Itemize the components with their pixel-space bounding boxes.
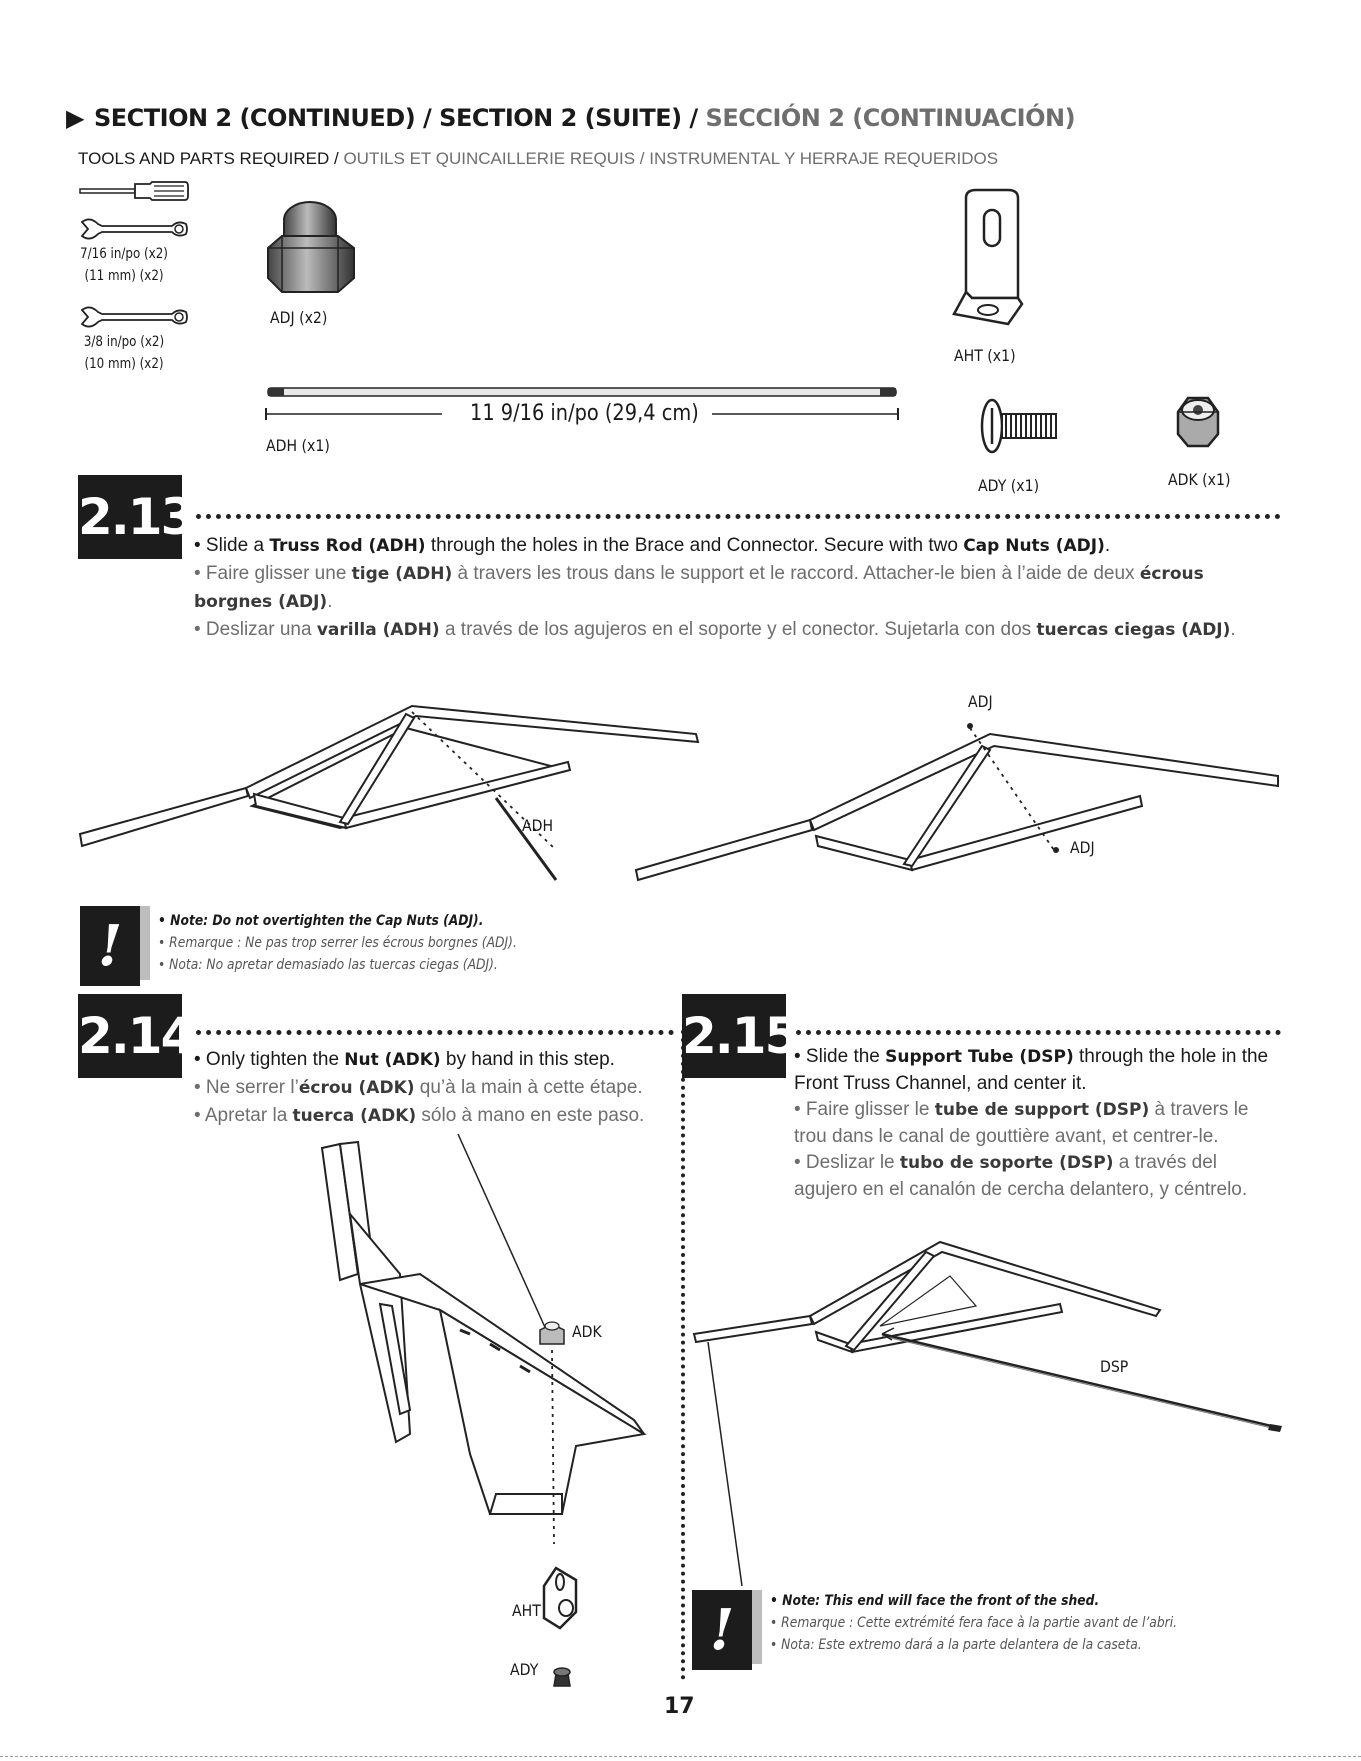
step-2-13-adj-bottom-label: ADJ [1070,838,1095,857]
cap-nut-adj-icon [262,198,362,298]
title-en: SECTION 2 (CONTINUED) / [93,104,440,132]
note-1-warning-icon: ! [80,906,140,986]
page-bottom-rule [0,1756,1361,1757]
title-es: SECCIÓN 2 (CONTINUACIÓN) [705,104,1076,132]
step-2-14-number: 2.14 [78,994,182,1078]
angle-bracket-aht-icon [952,188,1032,338]
step-2-14-en: • Only tighten the Nut (ADK) by hand in this step. [194,1049,615,1070]
section-title [66,104,1075,132]
screwdriver-icon [80,180,190,204]
channel-bracket-illustration [300,1134,660,1744]
wrench-7-16-label: 7/16 in/po (x2) (11 mm) (x2) [80,246,168,284]
step-2-15-number: 2.15 [682,994,786,1078]
rod-length-label: 11 9/16 in/po (29,4 cm) [470,401,699,426]
step-2-13-es: • Deslizar una varilla (ADH) a través de los agujeros en el soporte y el conector. Sujetarla con dos tuercas ciegas (ADJ). [194,619,1236,640]
step-2-14-adk-label: ADK [572,1322,602,1341]
step-2-14-aht-label: AHT [512,1601,541,1620]
truss-illustration-left [76,694,706,894]
subtitle-fr: OUTILS ET QUINCAILLERIE REQUIS / [343,149,650,168]
step-2-15-es: • Deslizar le tubo de soporte (DSP) a través del agujero en el canalón de cercha delantero, y céntrelo. [794,1152,1248,1200]
step-2-13-adh-label: ADH [522,816,554,835]
subtitle-en: TOOLS AND PARTS REQUIRED / [78,149,344,168]
step-2-13-instructions [194,532,1284,644]
step-2-15-divider [796,1030,1281,1035]
wrench-icon [80,306,190,328]
subtitle-es: INSTRUMENTAL Y HERRAJE REQUERIDOS [649,149,999,168]
truss-illustration-right [632,700,1282,890]
step-2-15-en: • Slide the Support Tube (DSP) through the hole in the Front Truss Channel, and center it. [794,1046,1269,1094]
step-2-14-instructions [194,1046,674,1130]
step-2-15-fr: • Faire glisser le tube de support (DSP) à travers le trou dans le canal de gouttière avant, et centrer-le. [794,1099,1249,1147]
adk-label: ADK (x1) [1168,470,1231,489]
column-divider [681,1030,685,1680]
step-2-14-divider [196,1030,674,1035]
step-2-14-es: • Apretar la tuerca (ADK) sólo à mano en este paso. [194,1105,645,1126]
adh-label: ADH (x1) [266,436,330,455]
title-fr: SECTION 2 (SUITE) / [439,104,706,132]
nut-adk-icon [1168,394,1224,450]
step-2-13-adj-top-label: ADJ [968,692,993,711]
step-2-15-instructions [794,1044,1284,1203]
ady-label: ADY (x1) [978,476,1040,495]
step-2-14-ady-label: ADY [510,1660,539,1679]
wrench-3-8-label: 3/8 in/po (x2) (10 mm) (x2) [83,334,165,372]
note-2-warning-icon: ! [692,1590,752,1670]
step-2-15-dsp-label: DSP [1100,1357,1129,1376]
step-2-13-divider [196,514,1281,519]
note-2-bar [752,1590,762,1664]
adj-label: ADJ (x2) [270,308,328,327]
step-2-14-fr: • Ne serrer l’écrou (ADK) qu’à la main à cette étape. [194,1077,643,1098]
aht-label: AHT (x1) [954,346,1016,365]
note-2-text: • Note: This end will face the front of the shed. • Remarque : Cette extrémité fera face à la partie avant de l’abri. • Nota: Este extremo dará a la parte delantera de la caseta. [770,1593,1178,1653]
wrench-icon [80,218,190,240]
screw-ady-icon [978,396,1068,456]
note-1-text: • Note: Do not overtighten the Cap Nuts (ADJ). • Remarque : Ne pas trop serrer les écrous borgnes (ADJ). • Nota: No apretar demasiado las tuercas ciegas (ADJ). [158,913,517,973]
support-tube-illustration [690,1236,1290,1646]
page-number: 17 [664,1694,695,1719]
play-arrow-icon: ▶ [66,104,84,132]
note-1-bar [140,906,150,980]
tools-parts-subtitle [78,149,998,169]
step-2-13-en: • Slide a Truss Rod (ADH) through the holes in the Brace and Connector. Secure with two Cap Nuts (ADJ). [194,535,1111,556]
step-2-13-fr: • Faire glisser une tige (ADH) à travers les trous dans le support et le raccord. Attacher-le bien à l’aide de deux écrous borgnes (ADJ). [194,563,1204,612]
step-2-13-number: 2.13 [78,475,182,559]
